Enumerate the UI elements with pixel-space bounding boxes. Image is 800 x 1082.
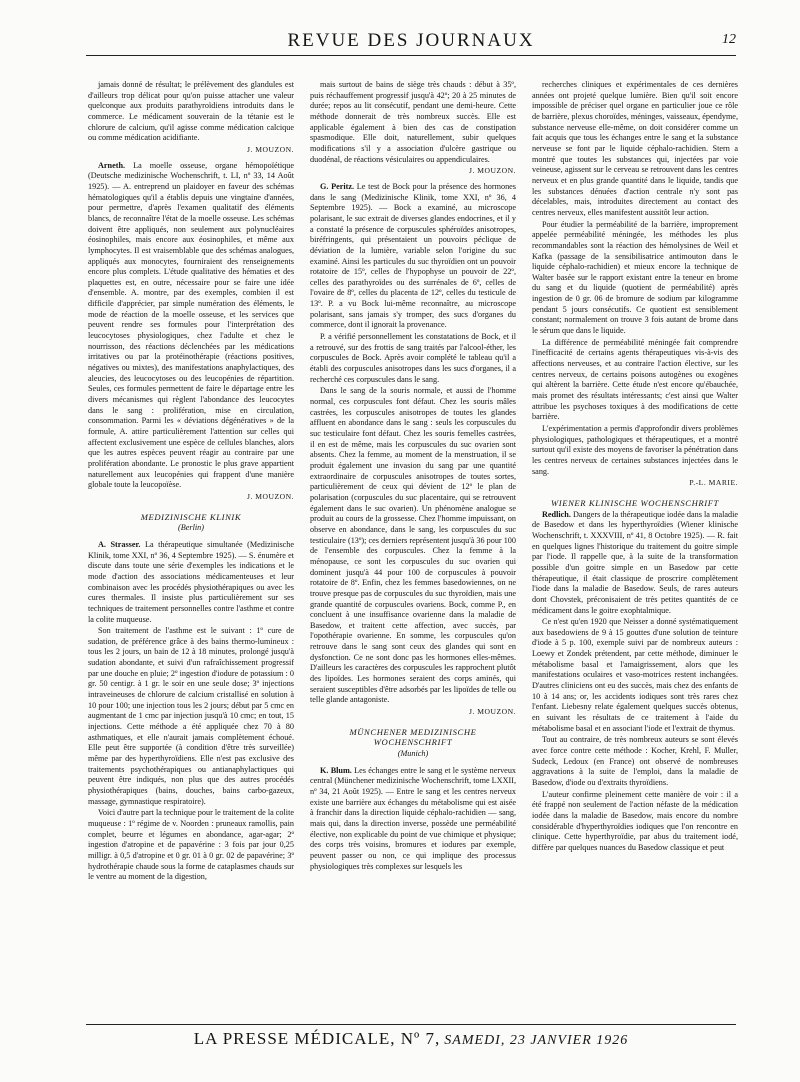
article-paragraph xyxy=(310,182,516,331)
journal-heading: MÜNCHENER MEDIZINISCHE WOCHENSCHRIFT xyxy=(349,726,477,748)
article-paragraph: mais surtout de bains de siège très chauds : début à 35º, puis réchauffement progressif jusqu'à 42º; 20 à 25 minutes de durée; repos au lit consécutif, pendant une demi-heure. Cette méthode donnerait de très nombreux succès. Elle est applicable également à bien des cas de constipation spasmodique. Elle doit, naturellement, subir quelques modifications s'il y a association d'ulcère gastrique ou duodénal, de réactions vésiculaires ou appendiculaires. xyxy=(310,80,516,164)
article-paragraph: Tout au contraire, de très nombreux auteurs se sont élevés avec force contre cette méthode : Kocher, Krehl, F. Muller, Sudeck, Ledoux (en France) ont observé de nombreuses aggravations à la suite de l'emploi, dans la maladie de Basedow, d'iode ou d'extraits thyroïdiens. xyxy=(532,735,738,787)
article-author: K. Blum. xyxy=(320,765,352,775)
journal-city: (Munich) xyxy=(397,749,429,759)
column-left xyxy=(88,80,294,1015)
article-paragraph: jamais donné de résultat; le prélèvement des glandules est d'ailleurs trop délicat pour qu'on puisse attacher une valeur quelconque aux produits parathyroïdiens introduits dans le commerce. Le médicament souverain de la tétanie est le chlorure de calcium, qu'il agisse comme médication calcique ou comme médication acidifiante. xyxy=(88,80,294,143)
article-paragraph: P. a vérifié personnellement les constatations de Bock, et il a retrouvé, sur des frottis de sang traités par l'alcool-éther, les corpuscules de Bock. Après avoir complété le tableau qu'il a établi des corpuscules anisotropes dans les sucs d'organes, il a recherché ces corpuscules dans le sang. xyxy=(310,332,516,384)
article-paragraph: L'auteur confirme pleinement cette manière de voir : il a été frappé non seulement de l'action néfaste de la médication iodée dans la maladie de Basedow, mais encore du nombre considérable d'hyperthyroïdies iodiques que l'on rencontre en clinique. Cette hyperthyroïdie, par abus du traitement iodé, diffère par quelques nuances du Basedow classique et peut xyxy=(532,789,738,852)
article-signature: J. MOUZON. xyxy=(469,166,516,176)
page-number: 12 xyxy=(722,32,736,47)
journal-heading: WIENER KLINISCHE WOCHENSCHRIFT xyxy=(551,497,719,508)
article-text: Le test de Bock pour la présence des hormones dans le sang (Medizinische Klinik, tome XXI, nº 36, 4 Septembre 1925). — Bock a examiné, au microscope polarisant, le suc extrait de diverses glandes endocrines, et il y a constaté la présence de corpuscules sphéroïdes anisotropes, biréfringents, qui présentaient un pouvoirs péclique de déviation de la lumière, variable selon l'origine du suc examiné. Ainsi les particules du suc thyroïdien ont un pouvoir rotatoire de 15º, celles de l'hypophyse un pouvoir de 22º, celles des parathyroïdes ou des surrénales de 6º, celles de l'ovaire de 8º, celles du placenta de 12º, celles du testicule de 13º. P. a vu Bock lui-même reconnaître, au microscope polarisant, sans jamais s'y tromper, des sucs d'organes du commerce, dont il ignorait la provenance. xyxy=(310,181,516,330)
journal-heading: MEDIZINISCHE KLINIK xyxy=(140,511,242,522)
article-paragraph: L'expérimentation a permis d'approfondir divers problèmes physiologiques, pathologiques et thérapeutiques, et a montré surtout qu'il existe des moyens de favoriser la pénétration dans les centres nerveux de certaines substances injectées dans le sang. xyxy=(532,424,738,476)
issue-date: SAMEDI, 23 JANVIER 1926 xyxy=(444,1033,629,1048)
article-text: La thérapeutique simultanée (Medizinische Klinik, tome XXI, nº 36, 4 Septembre 1925). — S. énumère et discute dans toute une série d'exemples les indications et le mode d'action des associations médicamenteuses et leur combinaison avec les procédés physiothérapiques ou avec les cures thermales. Il insiste plus particulièrement sur ses techniques de traitement personnelles contre l'asthme et contre la colite muqueuse. xyxy=(88,539,294,624)
article-text: Dangers de la thérapeutique iodée dans la maladie de Basedow et dans les hyperthyroïdies (Wiener klinische Wochenschrift, t. XXXVIII, nº 41, 8 Octobre 1925). — R. fait en quelques lignes l'historique du traitement du goitre simple par l'iode. Il rappelle que, à la suite de la transformation possible d'un goitre simple en un Basedow par cette thérapeutique, il était classique de proscrire complètement l'iode dans la maladie de Basedow. Seuls, de rares auteurs dont Chovstek, préconisaient de très petites quantités de ce médicament dans le goitre exophtalmique. xyxy=(532,509,738,615)
article-text: Les échanges entre le sang et le système nerveux central (Münchener medizinische Wochenschrift, tome LXXII, nº 34, 21 Août 1925). — Entre le sang et les centres nerveux existe une barrière aux échanges du métabolisme qui est aisée à franchir dans la direction liquide céphalo-rachidien — sang, mais qui, dans la direction inverse, possède une perméabilité élective, non explicable du point de vue chimique et physique; des corps très voisins, bromures et iodures par exemple, peuvent passer ou non, ce qui implique des processus physiologiques très complexes sur lesquels les xyxy=(310,765,516,871)
article-paragraph xyxy=(310,766,516,873)
article-paragraph: La différence de perméabilité méningée fait comprendre l'inefficacité de certains agents thérapeutiques vis-à-vis des affections nerveuses, et au contraire l'action élective, sur les centres nerveux, de certains poisons autogènes ou exogènes qui altèrent la barrière. Cette étude n'est encore qu'ébauchée, mais promet des résultats intéressants; c'est ainsi que Walter attribue les psychoses toxiques à des modifications de cette barrière. xyxy=(532,337,738,422)
article-signature: J. MOUZON. xyxy=(247,491,294,501)
page-footer xyxy=(86,1024,736,1050)
column-middle xyxy=(310,80,516,1015)
column-right xyxy=(532,80,738,1015)
article-author: A. Strasser. xyxy=(98,539,141,549)
article-signature: J. MOUZON. xyxy=(247,144,294,154)
article-author: Arneth. xyxy=(98,160,126,170)
article-paragraph: Voici d'autre part la technique pour le traitement de la colite muqueuse : 1º régime de v. Noorden : pruneaux ramollis, pain complet, beurre et légumes en abondance, agar-agar; 2º ingestion d'atropine et de papavérine : 3 fois par jour 0,25 milligr. à 0,5 d'atropine et 0 gr. 01 à 0 gr. 02 de papavérine; 3º hydrothérapie chaude sous la forme de cataplasmes chauds sur le ventre au moment de la digestion, xyxy=(88,808,294,882)
article-author: G. Peritz. xyxy=(320,181,355,191)
article-columns xyxy=(88,80,738,1015)
publication-name: LA PRESSE MÉDICALE, Nº 7, xyxy=(193,1029,441,1048)
article-author: Redlich. xyxy=(542,509,571,519)
article-signature: J. MOUZON. xyxy=(469,707,516,717)
journal-city: (Berlin) xyxy=(178,523,204,533)
page-header xyxy=(86,30,736,56)
article-paragraph: Ce n'est qu'en 1920 que Neisser a donné systématiquement aux basedowiens de 9 à 15 gouttes d'une solution de teinture d'iode à 5 p. 100, exemple suivi par de nombreux auteurs : Loewy et Zondek prétendent, par cette méthode, diminuer le métabolisme basal et l'amaigrissement, alors que les manifestations oculaires et vaso-motrices restent inchangées. D'autres cliniciens ont eu des succès, mais chez des enfants de 10 à 14 ans; or, les accidents iodiques sont très rares chez l'enfant. Liebesny relate également quelques succès obtenus, en suivant les résultats de ce traitement à l'aide du métabolisme basal et en associant l'iode et l'extrait de thymus. xyxy=(532,617,738,733)
article-paragraph xyxy=(88,540,294,625)
article-text: La moelle osseuse, organe hémopoïétique (Deutsche medizinische Wochenschrift, t. LI, nº 33, 14 Août 1925). — A. entreprend un plaidoyer en faveur des schémas hématologiques qu'il a établis depuis une vingtaine d'années, pour permettre, d'après l'examen qualitatif des éléments blancs, de reconnaître l'état de la moelle osseuse. Les schémas doivent être appliqués, non seulement aux polynucléaires éosinophiles, mais encore aux éosinophiles, et même aux lymphocytes. Il est vraisemblable que des schémas analogues, appliqués aux monocytes, fourniraient des renseignements encore plus complets. L'étude qualitative des hématies et des plaquettes est, en outre, nécessaire pour se faire une idée d'ensemble. A. montre, par des exemples, combien il est difficile d'apprécier, par simple numération des éléments, le mode de réaction de la moelle osseuse, et les services que peuvent rendre ses formules pour l'interprétation des leucocytoses physiologiques, chez l'adulte et chez le nourrisson, des réactions déclenchées par les médications irritatives ou par la protéinothérapie (réactions positives, négatives ou mixtes), des manifestations anaphylactiques, des aleucies, des leucocytoses ou des leucopénies de répartition. Seules, ces formules permettent de faire le départage entre les divers mécanismes qui règlent l'abondance des leucocytes dans le sang : prolifération, mise en circulation, consommation. Parmi les « déviations dégénératives » de la formule, A. attire particulièrement l'attention sur celles qui affectent exclusivement une espèce de cellules blanches, alors que les autres espèces peuvent réagir au contraire par une prolifération abondante. Le pronostic le plus grave appartient naturellement aux leucopénies qui frappent d'une manière globale toute la leucopoïèse. xyxy=(88,160,294,490)
article-paragraph xyxy=(532,510,738,617)
article-paragraph xyxy=(88,161,294,491)
article-paragraph: Dans le sang de la souris normale, et aussi de l'homme normal, ces corpuscules font défaut. Chez les souris mâles castrées, les corpuscules anisotropes de toutes les glandes affluent en abondance dans le sang : seuls les corpuscules du suc testiculaire font défaut. Chez les souris femelles castrées, il en est de même, mais les corpuscules du suc ovarien sont absents. Chez la femme, au moment de la menstruation, il se produit également une invasion du sang par une quantité extraordinaire de corpuscules anisotropes de toutes sortes, particulièrement de ceux qui dévient de 12º le plan de polarisation (corpuscules du suc placentaire, qui se retrouvent également dans le suc ovarien). Un phénomène analogue se produit au cours de la grossesse. Chez l'homme impuissant, on observe en abondance, dans le sang, les corpuscules du suc testiculaire (13º); ces derniers représentent jusqu'à 36 pour 100 de l'ensemble des corpuscules. Chez la femme à la ménopause, ce sont les corpuscules du suc ovarien qui dominent jusqu'à 44 pour 100 de corpuscules à pouvoir rotatoire de 8º. Enfin, chez les femmes basedowiennes, on ne trouve presque pas de corpuscules du suc thyroïdien, mais une grande quantité de corpuscules ovariens. Bock, comme P., en concluent à une insuffisance ovarienne dans la maladie de Basedow, et traitent cette affection, avec succès, par l'opothérapie ovarienne. En somme, les corpuscules qu'on retrouve dans le sang sont ceux des glandes qui sont en dysfonction. Ce ne sont donc pas les hormones elles-mêmes. D'ailleurs les caractères des corpuscules les rapprochent plutôt des lipoïdes. Les hormones seraient des corps aminés, qui seraient susceptibles d'être adsorbés par les lipoïdes de telle ou telle glande antagoniste. xyxy=(310,386,516,705)
journal-section-title: REVUE DES JOURNAUX xyxy=(287,30,535,51)
article-paragraph: Pour étudier la perméabilité de la barrière, improprement appelée perméabilité méningée, les méthodes les plus recommandables sont la réaction des hémolysines de Weil et Kafka (passage de la sensibilisatrice antimouton dans le liquide céphalo-rachidien) et mieux encore la technique de Walter basée sur le rapport existant entre la teneur en brome du sang et du liquide (quotient de perméabilité) après ingestion de 0 gr. 06 de bromure de sodium par kilogramme pendant 5 jours consécutifs. Ce quotient est sensiblement constant; normalement on trouve 3 fois autant de brome dans le sérum que dans le liquide. xyxy=(532,219,738,336)
article-paragraph: recherches cliniques et expérimentales de ces dernières années ont projeté quelque lumière. Bien qu'il soit encore impossible de préciser quel organe en particulier joue ce rôle de barrière, plexus choroïdes, méninges, vaisseaux, épendyme, substance nerveuse elle-même, on doit considérer comme un fait acquis que tous les échanges entre le sang et la substance nerveuse se font par le liquide céphalo-rachidien. Stern a montré que toutes les substances qui, injectées par voie veineuse, agissent sur le cerveau se retrouvent dans les centres nerveux et en plus grande quantité dans le liquide, tandis que les substances dénuées d'action centrale n'y sont pas décelables, mais, introduites directement au contact des centres nerveux, elles manifestent aussitôt leur action. xyxy=(532,80,738,217)
article-paragraph: Son traitement de l'asthme est le suivant : 1º cure de sudation, de préférence grâce à des bains thermo-lumineux : tous les 2 jours, un bain de 12 à 18 minutes, prolongé jusqu'à sudation abondante, et suivi d'un rafraîchissement progressif par une douche en pluie; 2º ingestion d'iodure de potassium : 0 gr. 50 centigr. à 1 gr. le soir en une seule dose; 3º injections intraveineuses de chlorure de calcium cristallisé en solution à 10 pour 100; une injection tous les 2 jours; début par 5 cmc en augmentant de 1 cmc par injection jusqu'à 10 cmc; en tout, 15 injections. Cette méthode a été appliquée chez 70 à 80 asthmatiques, et elle n'aurait jamais complètement échoué. Elle peut être supportée (à condition d'être très surveillée) même par des hyperthyroïdiens. Elle n'est pas exclusive des traitements psychothérapiques ou antianaphylactiques qui peuvent être indiqués, non plus que des autres procédés physiothérapiques (bains, douches, bains carbo-gazeux, massage, gymnastique respiratoire). xyxy=(88,626,294,806)
article-signature: P.-L. MARIE. xyxy=(689,478,738,488)
